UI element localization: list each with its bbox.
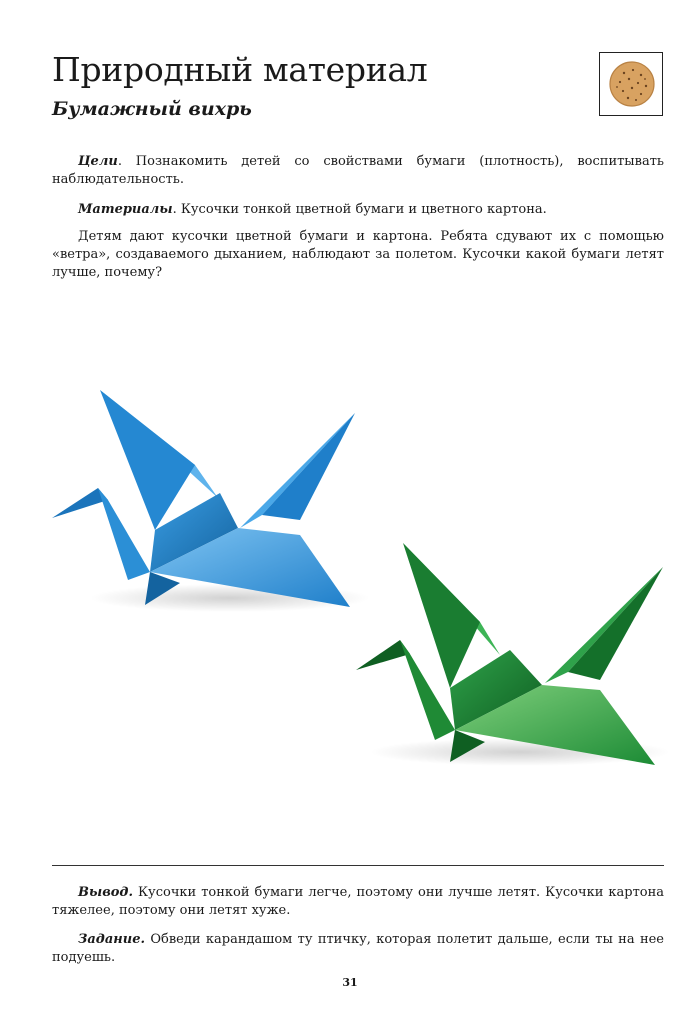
goals-label: Цели <box>78 154 118 169</box>
section-subtitle: Бумажный вихрь <box>52 98 252 120</box>
page-title: Природный материал <box>52 50 428 89</box>
materials-label: Материалы <box>78 202 173 217</box>
materials-paragraph <box>52 201 664 219</box>
materials-text: . Кусочки тонкой цветной бумаги и цветного картона. <box>172 202 547 217</box>
goals-paragraph <box>52 153 664 189</box>
category-badge <box>599 52 663 116</box>
task-text: Обведи карандашом ту птичку, которая полетит дальше, если ты на нее подуешь. <box>52 932 664 965</box>
origami-cranes-illustration <box>0 380 700 780</box>
conclusion-text: Кусочки тонкой бумаги легче, поэтому они лучше летят. Кусочки картона тяжелее, поэтому они летят хуже. <box>52 885 664 918</box>
description-paragraph: Детям дают кусочки цветной бумаги и картона. Ребята сдувают их с помощью «ветра», создаваемого дыханием, наблюдают за полетом. Кусочки какой бумаги летят лучше, почему? <box>52 229 664 280</box>
task-paragraph <box>52 931 664 967</box>
goals-text: . Познакомить детей со свойствами бумаги (плотность), воспитывать наблюдательность. <box>52 154 664 187</box>
cookie-icon <box>600 53 664 117</box>
section-divider <box>52 865 664 866</box>
task-label: Задание. <box>78 932 145 947</box>
conclusion-paragraph <box>52 884 664 920</box>
page-number: 31 <box>342 976 358 989</box>
blue-crane <box>52 390 370 612</box>
green-crane <box>356 543 670 766</box>
conclusion-label: Вывод. <box>78 885 133 900</box>
